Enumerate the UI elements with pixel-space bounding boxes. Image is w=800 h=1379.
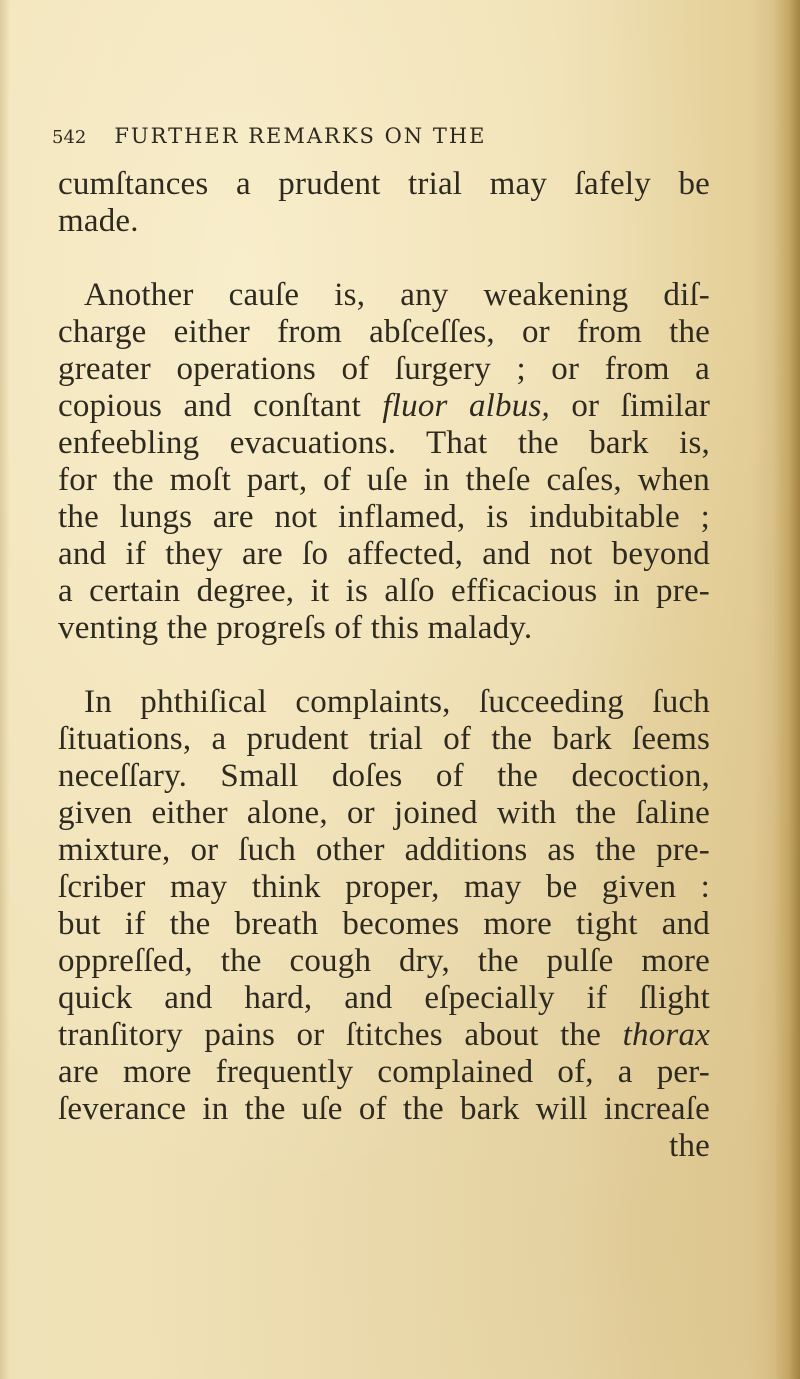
page-number: 542 bbox=[52, 127, 87, 148]
text-line: venting the progreſs of this malady. bbox=[58, 610, 533, 646]
text-line: ſcriber may think proper, may be given : bbox=[58, 869, 710, 905]
text-line: ſituations, a prudent trial of the bark ſeems bbox=[58, 721, 710, 757]
text-line: but if the breath becomes more tight and bbox=[58, 906, 710, 942]
text-line: mixture, or ſuch other additions as the pre- bbox=[58, 832, 710, 868]
text-run: copious and conſtant bbox=[58, 388, 361, 424]
body-text bbox=[58, 166, 710, 1165]
italic-term: fluor albus, bbox=[382, 388, 550, 424]
text-run: or ſimilar bbox=[571, 388, 711, 424]
text-line bbox=[58, 388, 710, 425]
paragraph-gap bbox=[58, 647, 710, 684]
text-line: cumſtances a prudent trial may ſafely be bbox=[58, 166, 710, 202]
text-line: given either alone, or joined with the ſaline bbox=[58, 795, 710, 831]
text-line bbox=[58, 1017, 710, 1054]
text-line: a certain degree, it is alſo efficacious in pre- bbox=[58, 573, 710, 609]
text-line: charge either from abſceſſes, or from the bbox=[58, 314, 710, 350]
text-line: enfeebling evacuations. That the bark is, bbox=[58, 425, 710, 461]
text-line: for the moſt part, of uſe in theſe caſes, when bbox=[58, 462, 710, 498]
text-line: neceſſary. Small doſes of the decoction, bbox=[58, 758, 710, 794]
text-line: oppreſſed, the cough dry, the pulſe more bbox=[58, 943, 710, 979]
text-line: are more frequently complained of, a per- bbox=[58, 1054, 710, 1090]
catchword: the bbox=[669, 1128, 710, 1164]
text-line: made. bbox=[58, 203, 139, 239]
text-line: and if they are ſo affected, and not beyond bbox=[58, 536, 710, 572]
italic-term: thorax bbox=[622, 1017, 710, 1053]
page-binding-shadow bbox=[774, 0, 800, 1379]
text-line: Another cauſe is, any weakening diſ- bbox=[84, 277, 710, 313]
text-line: the lungs are not inflamed, is indubitable ; bbox=[58, 499, 710, 535]
text-run: tranſitory pains or ſtitches about the bbox=[58, 1017, 602, 1053]
running-head bbox=[52, 124, 712, 148]
paragraph-gap bbox=[58, 240, 710, 277]
text-line: In phthiſical complaints, ſucceeding ſuch bbox=[84, 684, 710, 720]
running-title: FURTHER REMARKS ON THE bbox=[114, 124, 487, 148]
text-line: ſeverance in the uſe of the bark will increaſe bbox=[58, 1091, 710, 1127]
page-left-shadow bbox=[0, 0, 10, 1379]
text-line: quick and hard, and eſpecially if ſlight bbox=[58, 980, 710, 1016]
text-line: greater operations of ſurgery ; or from a bbox=[58, 351, 710, 387]
